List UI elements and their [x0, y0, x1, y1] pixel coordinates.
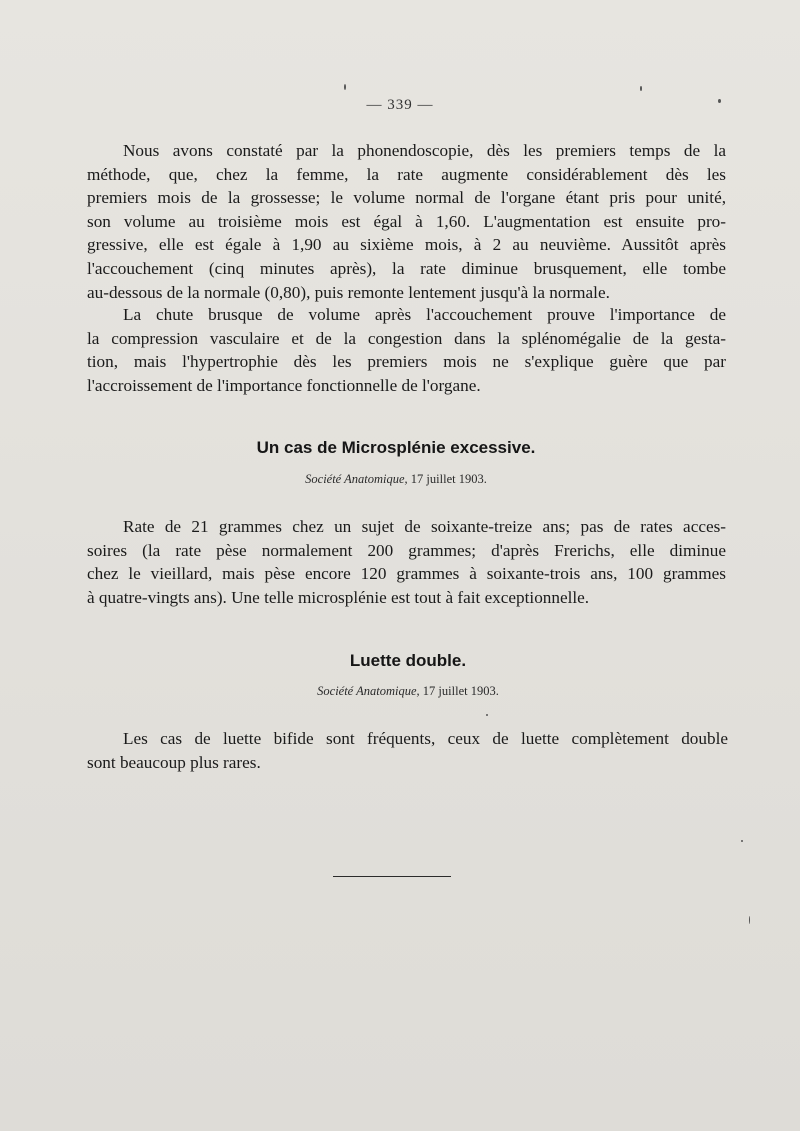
- section-heading-luette: Luette double.: [349, 651, 467, 670]
- intro-paragraph: [87, 139, 726, 304]
- scan-speck: [749, 916, 750, 924]
- paragraph-line: la compression vasculaire et de la congestion dans la splénomégalie de la gesta-: [87, 328, 726, 348]
- paragraph-line: à quatre-vingts ans). Une telle microsplénie est tout à fait exceptionnelle.: [87, 587, 590, 607]
- paragraph-line: chez le vieillard, mais pèse encore 120 grammes à soixante-trois ans, 100 grammes: [87, 564, 726, 584]
- luette-paragraph: [87, 727, 728, 774]
- end-rule-divider: [333, 876, 451, 877]
- paragraph-line: premiers mois de la grossesse; le volume normal de l'organe étant pris pour unité,: [87, 188, 726, 208]
- scan-speck: [718, 99, 721, 103]
- society-name: Société Anatomique,: [305, 472, 408, 486]
- scan-speck: [486, 714, 488, 716]
- society-name: Société Anatomique,: [317, 684, 420, 698]
- paragraph-line: au-dessous de la normale (0,80), puis remonte lentement jusqu'à la normale.: [87, 282, 610, 302]
- discussion-paragraph: [87, 303, 726, 397]
- paragraph-line: Rate de 21 grammes chez un sujet de soixante-treize ans; pas de rates acces-: [123, 517, 726, 536]
- page-number: — 339 —: [366, 97, 434, 113]
- paragraph-line: soires (la rate pèse normalement 200 grammes; d'après Frerichs, elle diminue: [87, 540, 726, 560]
- paragraph-line: son volume au troisième mois est égal à 1,60. L'augmentation est ensuite pro-: [87, 211, 726, 231]
- publication-date: 17 juillet 1903.: [410, 472, 487, 486]
- section-source-luette: [8, 684, 800, 699]
- scan-speck: [344, 84, 346, 90]
- scan-speck: [640, 86, 642, 91]
- section-source-microsplenie: [0, 472, 796, 487]
- section-heading-microsplenie: Un cas de Microsplénie excessive.: [256, 438, 536, 457]
- publication-date: 17 juillet 1903.: [422, 684, 499, 698]
- paragraph-line: l'accouchement (cinq minutes après), la rate diminue brusquement, elle tombe: [87, 258, 726, 278]
- paragraph-line: Nous avons constaté par la phonendoscopie, dès les premiers temps de la: [123, 141, 726, 160]
- scan-speck: [741, 840, 743, 842]
- paragraph-line: tion, mais l'hypertrophie dès les premiers mois ne s'explique guère que par: [87, 352, 726, 372]
- paragraph-line: Les cas de luette bifide sont fréquents, ceux de luette complètement double: [123, 729, 728, 748]
- paragraph-line: sont beaucoup plus rares.: [87, 752, 261, 772]
- paragraph-line: l'accroissement de l'importance fonctionnelle de l'organe.: [87, 375, 481, 395]
- microsplenie-paragraph: [87, 515, 726, 609]
- paragraph-line: méthode, que, chez la femme, la rate augmente considérablement dès les: [87, 164, 726, 184]
- paragraph-line: gressive, elle est égale à 1,90 au sixième mois, à 2 au neuvième. Aussitôt après: [87, 235, 726, 255]
- paragraph-line: La chute brusque de volume après l'accouchement prouve l'importance de: [123, 305, 726, 324]
